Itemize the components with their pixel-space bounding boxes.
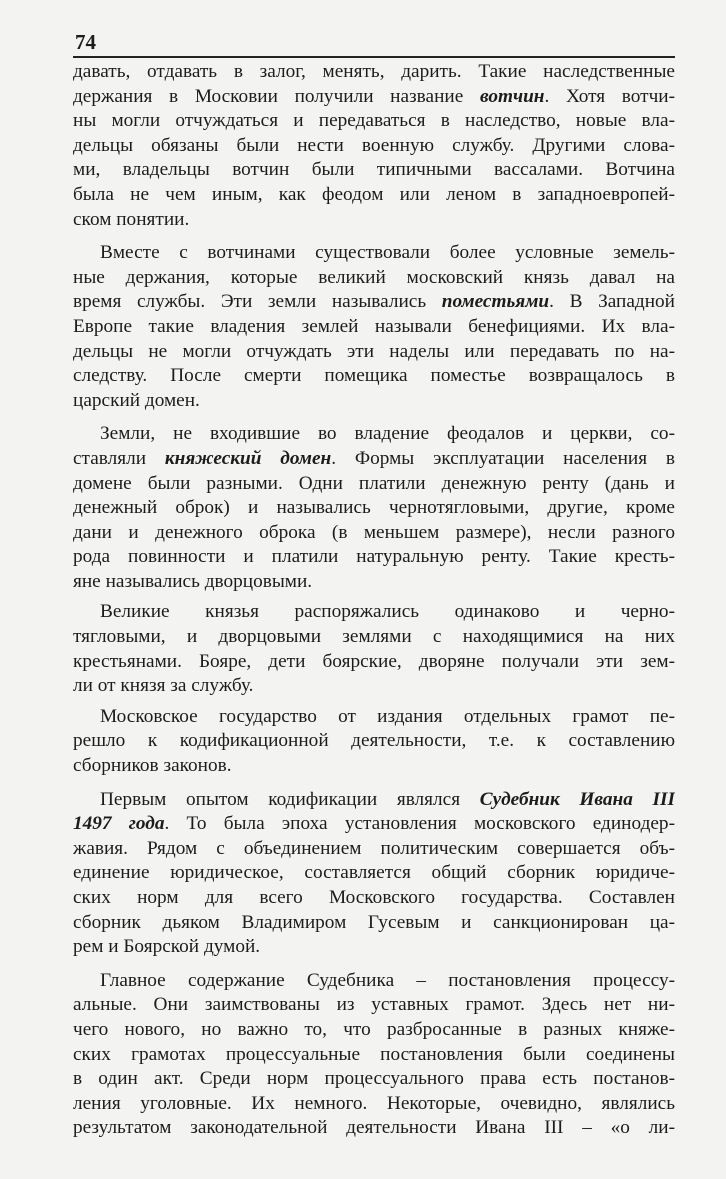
text-line: дани и денежного оброка (в меньшем размере), несли разного <box>73 521 675 543</box>
text-line: ских норм для всего Московского государства. Составлен <box>73 887 675 908</box>
term-votchiny: вотчин <box>479 85 545 107</box>
paragraph <box>73 600 675 698</box>
term-sudebnik-year: 1497 года <box>73 813 165 835</box>
text-line: тягловыми, и дворцовыми землями с находящимися на них <box>73 626 675 648</box>
text-line: сборник дьяком Владимиром Гусевым и санкционирован ца- <box>73 911 675 933</box>
text-line: в один акт. Среди норм процессуального права есть постанов- <box>73 1068 675 1090</box>
text-line: следству. После смерти помещика поместье возвращалось в <box>73 365 675 387</box>
text-line: результатом законодательной деятельности Ивана III – «о ли- <box>73 1117 675 1139</box>
paragraph <box>73 241 675 413</box>
paragraph <box>73 788 675 960</box>
text-line: была не чем иным, как феодом или леном в западноевропей- <box>73 183 675 205</box>
paragraph <box>73 969 675 1141</box>
text-line: домене были разными. Одни платили денежную ренту (дань и <box>73 472 675 494</box>
text-line: ском понятии. <box>73 208 190 230</box>
text-line: время службы. Эти земли назывались поместьями. В Западной <box>73 291 675 313</box>
text-line: ми, владельцы вотчин были типичными вассалами. Вотчина <box>73 159 675 181</box>
text-line: Европе такие владения землей называли бенефициями. Их вла- <box>73 315 675 337</box>
text-line: Великие князья распоряжались одинаково и черно- <box>100 601 675 623</box>
text-line: дельцы обязаны были нести военную службу. Другими слова- <box>73 134 675 156</box>
text-line: сборников законов. <box>73 755 232 777</box>
text-line: рем и Боярской думой. <box>73 936 261 958</box>
text-line: ны могли отчуждаться и передаваться в наследство, новые вла- <box>73 110 675 132</box>
text-line: жавия. Рядом с объединением политическим совершается объ- <box>73 837 675 859</box>
text-line: яне назывались дворцовыми. <box>73 570 313 592</box>
paragraph <box>73 422 675 594</box>
text-line: альные. Они заимствованы из уставных грамот. Здесь нет ни- <box>73 994 675 1016</box>
text-line: Земли, не входившие во владение феодалов и церкви, со- <box>100 423 675 445</box>
text-line: ских грамотах процессуальные постановления были соединены <box>73 1043 675 1065</box>
text-line: царский домен. <box>73 389 200 411</box>
term-pomestya: поместьями <box>441 291 550 313</box>
paragraph <box>73 60 675 232</box>
text-line: дельцы не могли отчуждать эти наделы или передавать по на- <box>73 340 675 362</box>
header-rule <box>73 56 675 58</box>
text-line: Первым опытом кодификации являлся Судебник Ивана III <box>100 788 675 810</box>
text-line: ления уголовные. Их немного. Некоторые, очевидно, являлись <box>73 1092 675 1114</box>
term-sudebnik: Судебник Ивана III <box>479 788 675 810</box>
text-line: чего нового, но важно то, что разбросанные в разных княже- <box>73 1018 675 1040</box>
text-line: единение юридическое, составляется общий сборник юридиче- <box>73 862 675 884</box>
book-page <box>73 28 675 1150</box>
text-line: крестьянами. Бояре, дети боярские, дворяне получали эти зем- <box>73 650 675 672</box>
text-line: Вместе с вотчинами существовали более условные земель- <box>100 242 675 264</box>
term-knyazheskiy-domen: княжеский домен <box>164 447 332 469</box>
text-line: держания в Московии получили название вотчин. Хотя вотчи- <box>73 85 675 107</box>
text-line: рода повинности и платили натуральную ренту. Такие кресть- <box>73 546 675 568</box>
text-line: ставляли княжеский домен. Формы эксплуатации населения в <box>73 447 675 469</box>
text-line: Московское государство от издания отдельных грамот пе- <box>100 705 675 727</box>
text-line: давать, отдавать в залог, менять, дарить. Такие наследственные <box>73 61 675 82</box>
text-line: Главное содержание Судебника – постановления процессу- <box>100 969 675 991</box>
text-line: решло к кодификационной деятельности, т.е. к составлению <box>73 730 675 752</box>
text-line: денежный оброк) и назывались чернотягловыми, другие, кроме <box>73 497 675 519</box>
text-line: ли от князя за службу. <box>73 675 254 697</box>
paragraph <box>73 705 675 779</box>
text-line: 1497 года. То была эпоха установления московского единодер- <box>73 813 675 835</box>
text-line: ные держания, которые великий московский князь давал на <box>73 266 675 288</box>
page-number: 74 <box>75 30 96 54</box>
